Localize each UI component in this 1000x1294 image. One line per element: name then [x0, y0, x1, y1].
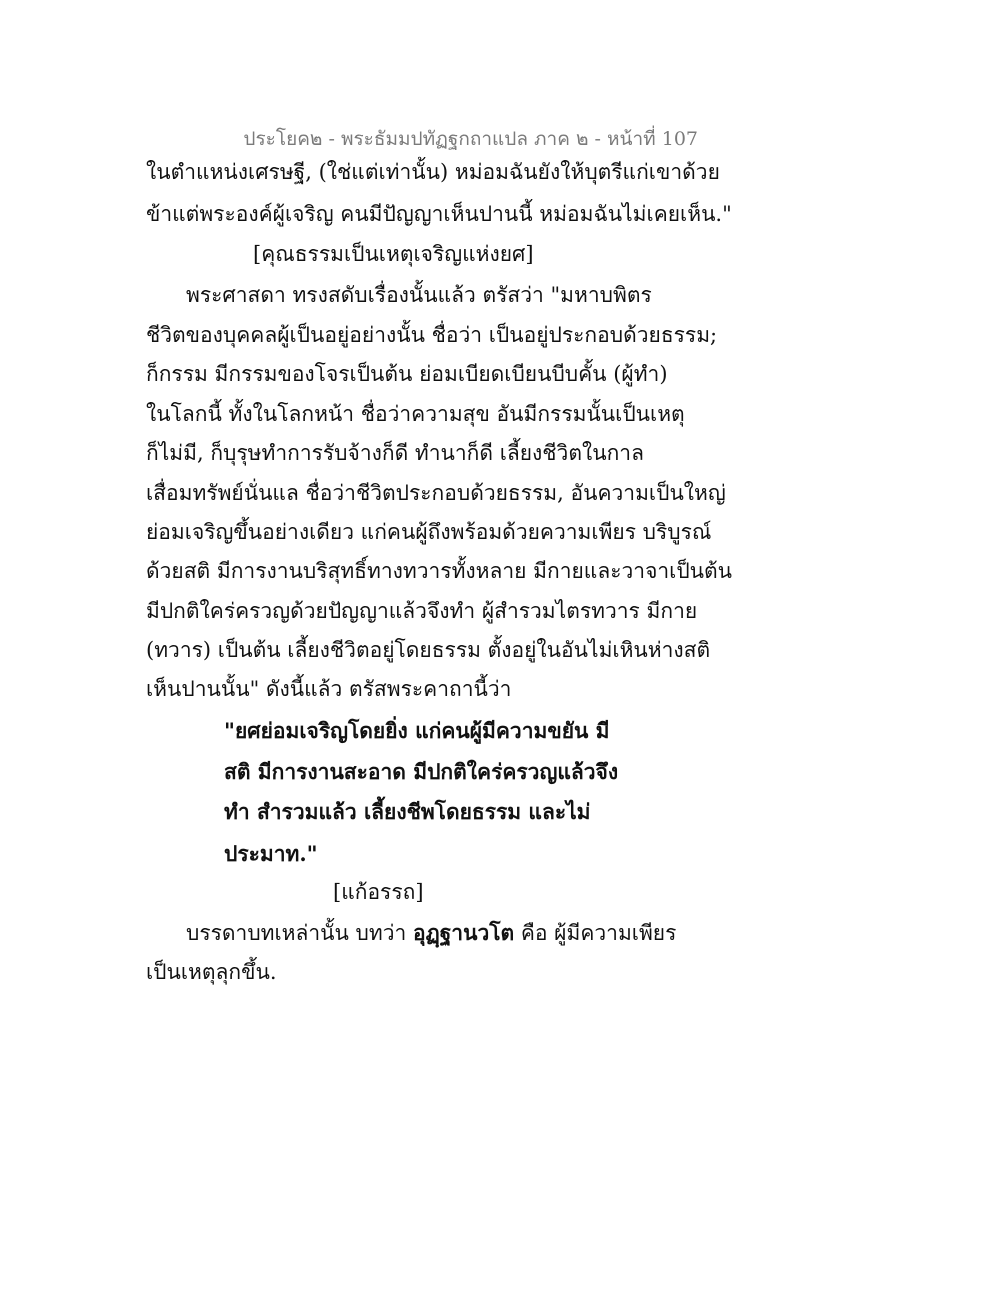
text-line: พระศาสดา ทรงสดับเรื่องนั้นแล้ว ตรัสว่า "มหาบพิตร: [186, 283, 652, 307]
text-line: ย่อมเจริญขึ้นอย่างเดียว แก่คนผู้ถึงพร้อมด้วยความเพียร บริบูรณ์: [146, 520, 712, 544]
text-line: [186, 918, 676, 948]
verse-line: สติ มีการงานสะอาด มีปกติใคร่ครวญแล้วจึง: [224, 759, 619, 784]
text-line: ชีวิตของบุคคลผู้เป็นอยู่อย่างนั้น ชื่อว่า เป็นอยู่ประกอบด้วยธรรม;: [146, 323, 718, 347]
text-line: ในโลกนี้ ทั้งในโลกหน้า ชื่อว่าความสุข อันมีกรรมนั้นเป็นเหตุ: [146, 402, 685, 426]
text-line: ด้วยสติ มีการงานบริสุทธิ์ทางทวารทั้งหลาย มีกายและวาจาเป็นต้น: [146, 559, 733, 583]
text-line: มีปกติใคร่ครวญด้วยปัญญาแล้วจึงทำ ผู้สำรวมไตรทวาร มีกาย: [146, 599, 698, 623]
section-heading: [แก้อรรถ]: [333, 880, 424, 904]
text-line: ก็กรรม มีกรรมของโจรเป็นต้น ย่อมเบียดเบียนบีบคั้น (ผู้ทำ): [146, 362, 668, 386]
text-line: เป็นเหตุลุกขึ้น.: [146, 960, 277, 984]
section-heading: [คุณธรรมเป็นเหตุเจริญแห่งยศ]: [253, 242, 534, 266]
text-segment: บรรดาบทเหล่านั้น บทว่า: [186, 921, 413, 945]
text-line: (ทวาร) เป็นต้น เลี้ยงชีวิตอยู่โดยธรรม ตั้งอยู่ในอันไม่เหินห่างสติ: [146, 638, 711, 662]
text-line: ก็ไม่มี, ก็บุรุษทำการรับจ้างก็ดี ทำนาก็ดี เลี้ยงชีวิตในกาล: [146, 441, 644, 465]
text-line: เห็นปานนั้น" ดังนี้แล้ว ตรัสพระคาถานี้ว่า: [146, 677, 512, 701]
verse-line: ทำ สำรวมแล้ว เลี้ยงชีพโดยธรรม และไม่: [224, 799, 591, 824]
page-header: ประโยค๒ - พระธัมมปทัฏฐกถาแปล ภาค ๒ - หน้าที่ 107: [243, 128, 698, 150]
text-line: เสื่อมทรัพย์นั่นแล ชื่อว่าชีวิตประกอบด้วยธรรม, อันความเป็นใหญ่: [146, 481, 726, 505]
verse-line: "ยศย่อมเจริญโดยยิ่ง แก่คนผู้มีความขยัน มี: [224, 718, 610, 743]
text-segment: คือ ผู้มีความเพียร: [514, 921, 677, 945]
text-line: ข้าแต่พระองค์ผู้เจริญ คนมีปัญญาเห็นปานนี้ หม่อมฉันไม่เคยเห็น.": [146, 202, 732, 226]
verse-line: ประมาท.": [224, 841, 318, 866]
defined-term: อุฏฺฐานวโต: [413, 920, 515, 945]
text-line: ในตำแหน่งเศรษฐี, (ใช่แต่เท่านั้น) หม่อมฉันยังให้บุตรีแก่เขาด้วย: [146, 160, 720, 184]
